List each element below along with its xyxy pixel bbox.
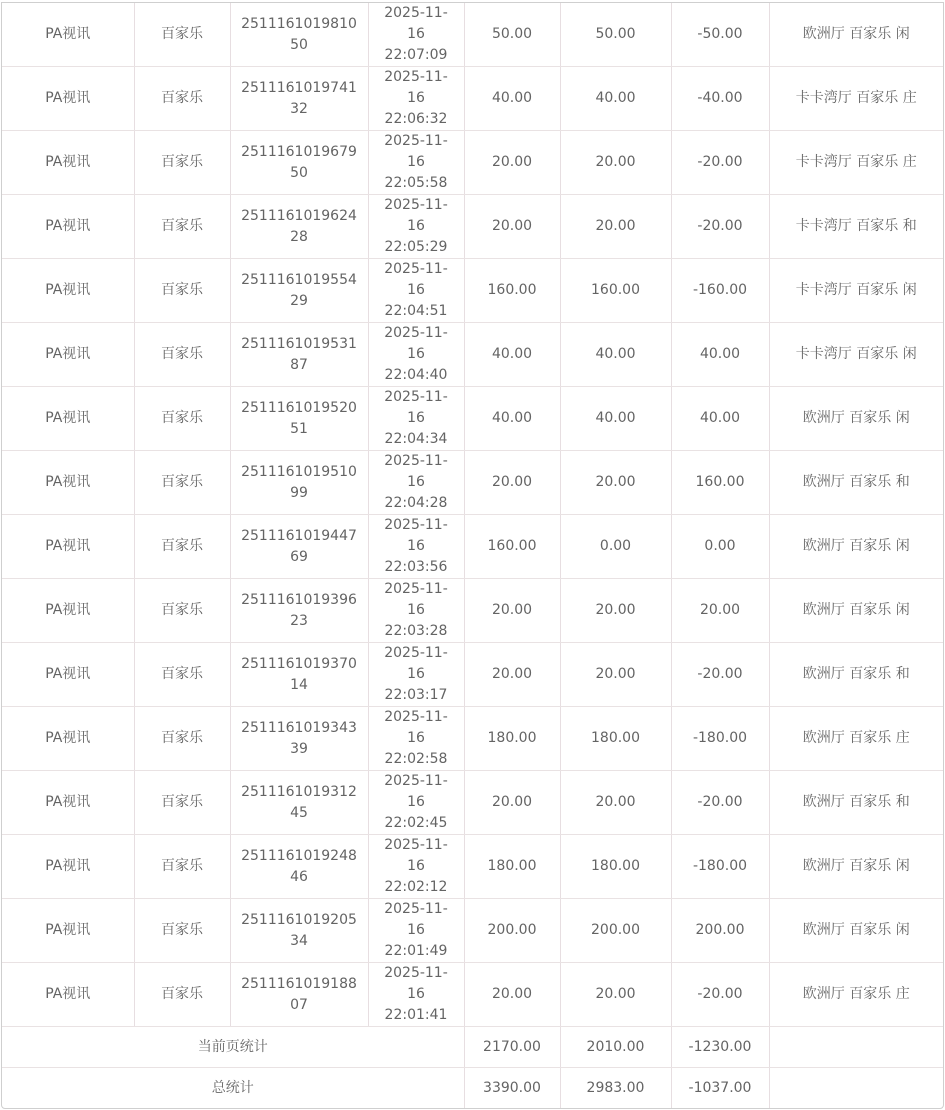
current-page-valid-total: 2010.00 [560,1027,671,1068]
current-page-summary-row [2,1027,943,1068]
cell-platform: PA视讯 [2,323,134,387]
cell-bet-amount: 20.00 [464,963,560,1027]
cell-win-loss: -50.00 [671,3,769,67]
cell-valid-amount: 20.00 [560,771,671,835]
grand-total-summary-empty-cell [769,1068,943,1109]
cell-valid-amount: 20.00 [560,131,671,195]
cell-valid-amount: 20.00 [560,963,671,1027]
cell-bet-amount: 50.00 [464,3,560,67]
cell-order-no: 251116101967950 [230,131,368,195]
cell-game: 百家乐 [134,131,230,195]
cell-win-loss: -180.00 [671,707,769,771]
cell-game: 百家乐 [134,67,230,131]
cell-win-loss: -20.00 [671,963,769,1027]
cell-win-loss: 200.00 [671,899,769,963]
cell-detail: 欧洲厅 百家乐 闲 [769,835,943,899]
cell-order-no: 251116101931245 [230,771,368,835]
cell-bet-time: 2025-11-16 22:05:58 [368,131,464,195]
cell-bet-amount: 200.00 [464,899,560,963]
table-row [2,323,943,387]
cell-platform: PA视讯 [2,195,134,259]
grand-total-valid: 2983.00 [560,1068,671,1109]
cell-bet-time: 2025-11-16 22:04:40 [368,323,464,387]
cell-bet-time: 2025-11-16 22:01:49 [368,899,464,963]
cell-platform: PA视讯 [2,131,134,195]
cell-valid-amount: 200.00 [560,899,671,963]
table-row [2,835,943,899]
cell-bet-amount: 40.00 [464,323,560,387]
cell-order-no: 251116101939623 [230,579,368,643]
cell-win-loss: -20.00 [671,131,769,195]
cell-detail: 卡卡湾厅 百家乐 闲 [769,259,943,323]
cell-bet-amount: 20.00 [464,131,560,195]
cell-valid-amount: 180.00 [560,707,671,771]
cell-platform: PA视讯 [2,899,134,963]
cell-bet-amount: 160.00 [464,515,560,579]
cell-order-no: 251116101981050 [230,3,368,67]
cell-detail: 卡卡湾厅 百家乐 庄 [769,131,943,195]
cell-win-loss: 160.00 [671,451,769,515]
table-row [2,771,943,835]
cell-game: 百家乐 [134,515,230,579]
cell-platform: PA视讯 [2,387,134,451]
cell-bet-amount: 20.00 [464,195,560,259]
cell-bet-time: 2025-11-16 22:07:09 [368,3,464,67]
cell-win-loss: 20.00 [671,579,769,643]
cell-detail: 欧洲厅 百家乐 闲 [769,387,943,451]
current-page-summary-label: 当前页统计 [2,1027,464,1068]
cell-bet-amount: 20.00 [464,579,560,643]
table-row [2,387,943,451]
table-row [2,643,943,707]
grand-total-winloss: -1037.00 [671,1068,769,1109]
grand-total-summary-label: 总统计 [2,1068,464,1109]
table-row [2,131,943,195]
table-row [2,259,943,323]
cell-game: 百家乐 [134,3,230,67]
cell-valid-amount: 40.00 [560,387,671,451]
records-body [2,3,943,1027]
cell-bet-time: 2025-11-16 22:02:45 [368,771,464,835]
cell-game: 百家乐 [134,899,230,963]
cell-bet-time: 2025-11-16 22:04:34 [368,387,464,451]
cell-order-no: 251116101944769 [230,515,368,579]
cell-valid-amount: 50.00 [560,3,671,67]
cell-bet-time: 2025-11-16 22:05:29 [368,195,464,259]
cell-bet-time: 2025-11-16 22:04:51 [368,259,464,323]
cell-game: 百家乐 [134,387,230,451]
cell-valid-amount: 0.00 [560,515,671,579]
cell-game: 百家乐 [134,323,230,387]
bet-records-table [2,3,943,1108]
cell-detail: 欧洲厅 百家乐 和 [769,643,943,707]
cell-detail: 欧洲厅 百家乐 和 [769,771,943,835]
cell-win-loss: 0.00 [671,515,769,579]
cell-order-no: 251116101953187 [230,323,368,387]
cell-platform: PA视讯 [2,451,134,515]
cell-detail: 卡卡湾厅 百家乐 庄 [769,67,943,131]
cell-bet-amount: 180.00 [464,707,560,771]
cell-platform: PA视讯 [2,3,134,67]
cell-order-no: 251116101955429 [230,259,368,323]
cell-win-loss: -20.00 [671,643,769,707]
cell-bet-time: 2025-11-16 22:03:28 [368,579,464,643]
cell-platform: PA视讯 [2,515,134,579]
cell-detail: 卡卡湾厅 百家乐 和 [769,195,943,259]
cell-platform: PA视讯 [2,643,134,707]
table-row [2,963,943,1027]
cell-platform: PA视讯 [2,963,134,1027]
cell-bet-time: 2025-11-16 22:04:28 [368,451,464,515]
cell-bet-time: 2025-11-16 22:02:12 [368,835,464,899]
cell-order-no: 251116101952051 [230,387,368,451]
table-row [2,67,943,131]
cell-game: 百家乐 [134,259,230,323]
cell-game: 百家乐 [134,579,230,643]
cell-detail: 欧洲厅 百家乐 庄 [769,963,943,1027]
cell-bet-amount: 20.00 [464,643,560,707]
table-row [2,899,943,963]
current-page-bet-total: 2170.00 [464,1027,560,1068]
cell-valid-amount: 20.00 [560,195,671,259]
cell-order-no: 251116101962428 [230,195,368,259]
cell-bet-amount: 40.00 [464,67,560,131]
cell-order-no: 251116101920534 [230,899,368,963]
cell-platform: PA视讯 [2,67,134,131]
cell-game: 百家乐 [134,963,230,1027]
cell-valid-amount: 40.00 [560,67,671,131]
table-row [2,451,943,515]
cell-bet-time: 2025-11-16 22:06:32 [368,67,464,131]
cell-detail: 欧洲厅 百家乐 和 [769,451,943,515]
cell-game: 百家乐 [134,195,230,259]
cell-detail: 欧洲厅 百家乐 庄 [769,707,943,771]
cell-valid-amount: 180.00 [560,835,671,899]
cell-bet-amount: 40.00 [464,387,560,451]
cell-bet-amount: 180.00 [464,835,560,899]
cell-order-no: 251116101918807 [230,963,368,1027]
current-page-summary-empty-cell [769,1027,943,1068]
cell-order-no: 251116101937014 [230,643,368,707]
table-row [2,579,943,643]
cell-win-loss: -40.00 [671,67,769,131]
cell-order-no: 251116101934339 [230,707,368,771]
cell-valid-amount: 20.00 [560,579,671,643]
table-row [2,3,943,67]
cell-bet-time: 2025-11-16 22:03:56 [368,515,464,579]
cell-win-loss: 40.00 [671,387,769,451]
cell-detail: 卡卡湾厅 百家乐 闲 [769,323,943,387]
grand-total-summary-row [2,1068,943,1109]
cell-bet-amount: 20.00 [464,451,560,515]
cell-detail: 欧洲厅 百家乐 闲 [769,515,943,579]
table-row [2,707,943,771]
table-row [2,195,943,259]
cell-order-no: 251116101974132 [230,67,368,131]
cell-platform: PA视讯 [2,707,134,771]
cell-platform: PA视讯 [2,835,134,899]
records-summary [2,1027,943,1109]
cell-game: 百家乐 [134,707,230,771]
cell-detail: 欧洲厅 百家乐 闲 [769,899,943,963]
cell-win-loss: -20.00 [671,195,769,259]
cell-bet-amount: 160.00 [464,259,560,323]
cell-bet-time: 2025-11-16 22:02:58 [368,707,464,771]
cell-order-no: 251116101951099 [230,451,368,515]
cell-detail: 欧洲厅 百家乐 闲 [769,3,943,67]
table-row [2,515,943,579]
grand-total-bet: 3390.00 [464,1068,560,1109]
cell-detail: 欧洲厅 百家乐 闲 [769,579,943,643]
cell-valid-amount: 160.00 [560,259,671,323]
cell-game: 百家乐 [134,835,230,899]
bet-records-table-container [1,2,944,1109]
cell-win-loss: -180.00 [671,835,769,899]
cell-bet-amount: 20.00 [464,771,560,835]
current-page-winloss-total: -1230.00 [671,1027,769,1068]
cell-valid-amount: 20.00 [560,451,671,515]
cell-bet-time: 2025-11-16 22:03:17 [368,643,464,707]
cell-game: 百家乐 [134,643,230,707]
cell-valid-amount: 20.00 [560,643,671,707]
cell-platform: PA视讯 [2,259,134,323]
cell-valid-amount: 40.00 [560,323,671,387]
cell-platform: PA视讯 [2,771,134,835]
cell-win-loss: -160.00 [671,259,769,323]
cell-win-loss: 40.00 [671,323,769,387]
cell-game: 百家乐 [134,771,230,835]
cell-game: 百家乐 [134,451,230,515]
cell-bet-time: 2025-11-16 22:01:41 [368,963,464,1027]
cell-order-no: 251116101924846 [230,835,368,899]
cell-platform: PA视讯 [2,579,134,643]
cell-win-loss: -20.00 [671,771,769,835]
